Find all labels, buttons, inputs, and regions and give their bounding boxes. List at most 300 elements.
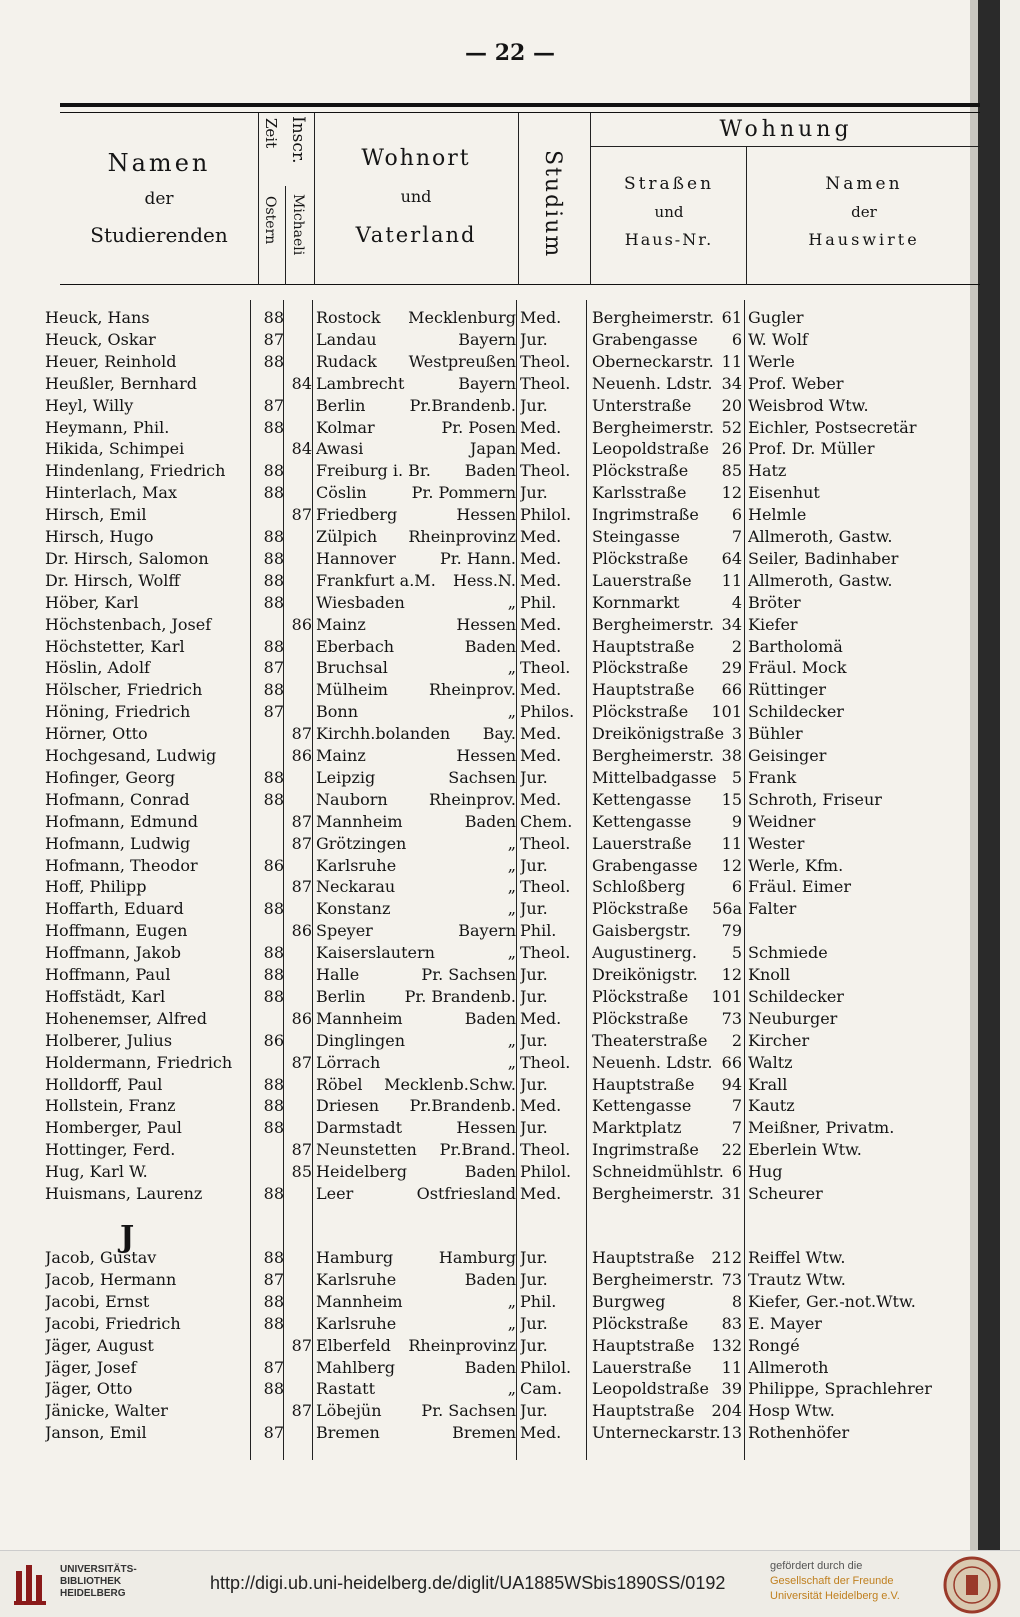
place: Halle <box>316 965 360 984</box>
hauswirt: Krall <box>748 1074 788 1094</box>
street-name: Unterstraße <box>592 395 692 415</box>
wohnort <box>316 789 516 811</box>
house-number: 4 <box>731 592 742 612</box>
street-name: Karlsstraße <box>592 483 687 503</box>
student-name: Hofmann, Ludwig <box>45 833 191 853</box>
header-namen: Namen der Studierenden <box>90 149 228 247</box>
hauswirt: Kiefer, Ger.-not.Wtw. <box>748 1291 916 1311</box>
house-number: 3 <box>731 724 742 744</box>
vaterland: Baden <box>464 1008 516 1028</box>
vaterland: Pr.Brand. <box>439 1140 516 1160</box>
studium: Jur. <box>520 855 548 875</box>
strasse <box>592 614 742 636</box>
ostern-year: 88 <box>263 1248 284 1267</box>
house-number: 85 <box>721 461 742 481</box>
ostern-year: 87 <box>263 1357 284 1377</box>
vaterland: Baden <box>464 636 516 656</box>
strasse <box>592 1074 742 1096</box>
house-number: 34 <box>721 614 742 634</box>
wohnort <box>316 1269 516 1291</box>
wohnort <box>316 504 516 526</box>
table-row <box>0 614 1000 636</box>
ostern-year: 87 <box>263 702 284 722</box>
studium: Med. <box>520 548 562 568</box>
vaterland: Mecklenburg <box>408 308 516 327</box>
vaterland: Pr. Posen <box>441 417 516 437</box>
hauswirt: Waltz <box>748 1052 793 1072</box>
wohnort <box>316 1030 516 1052</box>
vaterland: Hessen <box>456 614 516 634</box>
ostern-year: 86 <box>263 855 284 875</box>
studium: Jur. <box>520 1074 548 1094</box>
hauswirt: Knoll <box>748 965 791 984</box>
hauswirt: Hosp Wtw. <box>748 1401 835 1421</box>
student-name: Jacobi, Friedrich <box>45 1313 181 1333</box>
house-number: 5 <box>731 767 742 787</box>
wohnort <box>316 942 516 964</box>
student-name: Hoffmann, Paul <box>45 965 171 984</box>
street-name: Neuenh. Ldstr. <box>592 1052 713 1072</box>
wohnort <box>316 1291 516 1313</box>
table-row <box>0 504 1000 526</box>
vaterland: Rheinprovinz <box>408 1335 516 1355</box>
vaterland: Mecklenb.Schw. <box>384 1074 516 1094</box>
street-name: Dreikönigstr. <box>592 965 698 984</box>
ostern-year: 88 <box>263 308 284 327</box>
ostern-year: 88 <box>263 1074 284 1094</box>
table-row <box>0 855 1000 877</box>
strasse <box>592 701 742 723</box>
street-name: Hauptstraße <box>592 680 695 700</box>
street-name: Schloßberg <box>592 877 686 897</box>
studium: Med. <box>520 1423 562 1443</box>
street-name: Leopoldstraße <box>592 439 709 459</box>
hauswirt: Schildecker <box>748 986 844 1006</box>
wohnort <box>316 1357 516 1379</box>
michaeli-year: 87 <box>291 1052 312 1072</box>
table-row <box>0 1357 1000 1379</box>
place: Mannheim <box>316 811 403 831</box>
strasse <box>592 1161 742 1183</box>
wohnort <box>316 460 516 482</box>
house-number: 11 <box>721 351 742 371</box>
studium: Med. <box>520 308 562 327</box>
strasse <box>592 438 742 460</box>
table-row <box>0 1030 1000 1052</box>
wohnort <box>316 614 516 636</box>
studium: Jur. <box>520 1118 548 1138</box>
strasse <box>592 570 742 592</box>
ostern-year: 88 <box>263 1118 284 1138</box>
hauswirt: Scheurer <box>748 1184 823 1203</box>
vaterland: Pr.Brandenb. <box>409 1096 516 1116</box>
place: Driesen <box>316 1096 380 1116</box>
house-number: 64 <box>721 548 742 568</box>
ostern-year: 88 <box>263 1379 284 1399</box>
hauswirt: Schmiede <box>748 943 828 963</box>
vaterland: „ <box>507 1052 516 1072</box>
student-name: Jacob, Gustav <box>45 1248 157 1267</box>
house-number: 38 <box>721 746 742 765</box>
vaterland: „ <box>507 658 516 678</box>
house-number: 6 <box>731 877 742 897</box>
place: Nauborn <box>316 789 388 809</box>
strasse <box>592 1139 742 1161</box>
studium: Jur. <box>520 986 548 1006</box>
hauswirt: Weidner <box>748 811 816 831</box>
student-name: Hoff, Philipp <box>45 877 147 897</box>
house-number: 20 <box>721 395 742 415</box>
ostern-year: 88 <box>263 1184 284 1203</box>
michaeli-year: 85 <box>291 1162 312 1182</box>
table-row <box>0 438 1000 460</box>
wohnort <box>316 767 516 789</box>
wohnort <box>316 636 516 658</box>
studium: Cam. <box>520 1379 563 1399</box>
vaterland: Bremen <box>452 1423 516 1443</box>
table-row <box>0 1313 1000 1335</box>
student-name: Huismans, Laurenz <box>45 1184 203 1203</box>
strasse <box>592 1095 742 1117</box>
table-row <box>0 833 1000 855</box>
place: Leipzig <box>316 767 376 787</box>
header-rule-thin <box>60 112 980 113</box>
vaterland: „ <box>507 877 516 897</box>
hauswirt: Geisinger <box>748 746 827 765</box>
place: Freiburg i. Br. <box>316 461 431 481</box>
house-number: 61 <box>721 308 742 327</box>
hauswirt: Hug <box>748 1162 783 1182</box>
studium: Theol. <box>520 351 571 371</box>
house-number: 66 <box>721 1052 742 1072</box>
wohnort <box>316 811 516 833</box>
house-number: 83 <box>721 1313 742 1333</box>
vaterland: Baden <box>464 1357 516 1377</box>
page-number: — 22 — <box>465 40 555 66</box>
house-number: 11 <box>721 833 742 853</box>
strasse <box>592 898 742 920</box>
wohnort <box>316 1117 516 1139</box>
table-row <box>0 1378 1000 1400</box>
studium: Jur. <box>520 1401 548 1421</box>
student-name: Heuck, Oskar <box>45 329 156 349</box>
house-number: 26 <box>721 439 742 459</box>
studium: Theol. <box>520 461 571 481</box>
header-rule-bottom <box>60 284 980 285</box>
place: Wiesbaden <box>316 592 405 612</box>
studium: Phil. <box>520 921 557 941</box>
michaeli-year: 87 <box>291 1401 312 1421</box>
house-number: 5 <box>731 943 742 963</box>
place: Darmstadt <box>316 1118 403 1138</box>
studium: Jur. <box>520 1248 548 1267</box>
studium: Theol. <box>520 1052 571 1072</box>
place: Lambrecht <box>316 373 405 393</box>
place: Mülheim <box>316 680 388 700</box>
university-library-logo-icon <box>12 1561 54 1609</box>
hauswirt: Rüttinger <box>748 680 826 700</box>
hauswirt: Werle <box>748 351 795 371</box>
studium: Med. <box>520 570 562 590</box>
wohnort <box>316 482 516 504</box>
studium: Jur. <box>520 1269 548 1289</box>
street-name: Oberneckarstr. <box>592 351 714 371</box>
table-row <box>0 745 1000 767</box>
student-name: Dr. Hirsch, Salomon <box>45 548 209 568</box>
table-row <box>0 1161 1000 1183</box>
header-studium: Studium <box>540 150 565 259</box>
hauswirt: Weisbrod Wtw. <box>748 395 869 415</box>
strasse <box>592 417 742 439</box>
table-row <box>0 307 1000 329</box>
street-name: Marktplatz <box>592 1118 682 1138</box>
house-number: 31 <box>721 1184 742 1203</box>
table-row <box>0 1117 1000 1139</box>
vaterland: Rheinprovinz <box>408 527 516 546</box>
student-name: Hoffmann, Eugen <box>45 921 188 941</box>
ostern-year: 88 <box>263 636 284 656</box>
house-number: 29 <box>721 658 742 678</box>
street-name: Kettengasse <box>592 811 692 831</box>
house-number: 2 <box>731 1030 742 1050</box>
hauswirt: Meißner, Privatm. <box>748 1118 895 1138</box>
strasse <box>592 1030 742 1052</box>
ostern-year: 86 <box>263 1030 284 1050</box>
street-name: Leopoldstraße <box>592 1379 709 1399</box>
house-number: 94 <box>721 1074 742 1094</box>
table-row <box>0 1139 1000 1161</box>
house-number: 8 <box>731 1291 742 1311</box>
place: Mannheim <box>316 1291 403 1311</box>
vaterland: Hessen <box>456 505 516 525</box>
ostern-year: 88 <box>263 899 284 919</box>
wohnort <box>316 723 516 745</box>
street-name: Hauptstraße <box>592 1248 695 1267</box>
student-name: Holldorff, Paul <box>45 1074 163 1094</box>
place: Heidelberg <box>316 1162 407 1182</box>
studium: Jur. <box>520 1313 548 1333</box>
strasse <box>592 460 742 482</box>
place: Konstanz <box>316 899 391 919</box>
table-row <box>0 723 1000 745</box>
place: Karlsruhe <box>316 855 397 875</box>
hauswirt: Rongé <box>748 1335 800 1355</box>
table-row <box>0 373 1000 395</box>
table-row <box>0 942 1000 964</box>
table-row <box>0 548 1000 570</box>
vaterland: Hessen <box>456 746 516 765</box>
student-name: Hirsch, Emil <box>45 505 147 525</box>
street-name: Plöckstraße <box>592 899 689 919</box>
studium: Jur. <box>520 395 548 415</box>
place: Eberbach <box>316 636 395 656</box>
student-name: Hörner, Otto <box>45 724 148 744</box>
vaterland: Japan <box>469 439 516 459</box>
place: Kaiserslautern <box>316 943 435 963</box>
house-number: 212 <box>711 1248 742 1267</box>
ostern-year: 88 <box>263 680 284 700</box>
table-row <box>0 1422 1000 1444</box>
street-name: Hauptstraße <box>592 1401 695 1421</box>
vaterland: Baden <box>464 1162 516 1182</box>
studium: Med. <box>520 724 562 744</box>
studium: Philos. <box>520 702 575 722</box>
vaterland: Pr. Hann. <box>439 548 516 568</box>
strasse <box>592 789 742 811</box>
strasse <box>592 855 742 877</box>
student-name: Holdermann, Friedrich <box>45 1052 233 1072</box>
student-name: Hoffarth, Eduard <box>45 899 184 919</box>
studium: Theol. <box>520 877 571 897</box>
studium: Med. <box>520 1184 562 1203</box>
place: Kolmar <box>316 417 375 437</box>
street-name: Grabengasse <box>592 329 698 349</box>
student-name: Hölscher, Friedrich <box>45 680 203 700</box>
hauswirt: Schroth, Friseur <box>748 789 882 809</box>
strasse <box>592 373 742 395</box>
ostern-year: 88 <box>263 527 284 546</box>
wohnort <box>316 351 516 373</box>
student-name: Heußler, Bernhard <box>45 373 197 393</box>
place: Neunstetten <box>316 1140 417 1160</box>
header-wohnung: Wohnung <box>719 117 853 142</box>
funding-note: gefördert durch die Gesellschaft der Freunde Universität Heidelberg e.V. <box>770 1560 900 1602</box>
house-number: 56a <box>712 899 742 919</box>
student-name: Hinterlach, Max <box>45 483 177 503</box>
ostern-year: 87 <box>263 658 284 678</box>
ostern-year: 88 <box>263 1291 284 1311</box>
ostern-year: 88 <box>263 965 284 984</box>
place: Hamburg <box>316 1248 394 1267</box>
place: Berlin <box>316 986 366 1006</box>
vaterland: Pr. Sachsen <box>421 1401 516 1421</box>
street-name: Lauerstraße <box>592 833 692 853</box>
wohnort <box>316 876 516 898</box>
strasse <box>592 1378 742 1400</box>
place: Hannover <box>316 548 396 568</box>
strasse <box>592 307 742 329</box>
student-name: Hofinger, Georg <box>45 767 176 787</box>
header-strassen: Straßen und Haus-Nr. <box>623 174 715 249</box>
wohnort <box>316 1183 516 1205</box>
vaterland: „ <box>507 1291 516 1311</box>
hauswirt: Eisenhut <box>748 483 820 503</box>
ostern-year: 88 <box>263 417 284 437</box>
wohnort <box>316 1378 516 1400</box>
studium: Med. <box>520 789 562 809</box>
table-row <box>0 1183 1000 1205</box>
studium: Jur. <box>520 899 548 919</box>
studium: Med. <box>520 417 562 437</box>
wohnort <box>316 964 516 986</box>
table-row <box>0 657 1000 679</box>
wohnort <box>316 679 516 701</box>
strasse <box>592 1357 742 1379</box>
michaeli-year: 87 <box>291 833 312 853</box>
strasse <box>592 1269 742 1291</box>
vaterland: „ <box>507 592 516 612</box>
student-name: Hollstein, Franz <box>45 1096 176 1116</box>
student-name: Heuer, Reinhold <box>45 351 177 371</box>
studium: Med. <box>520 1008 562 1028</box>
place: Cöslin <box>316 483 367 503</box>
vaterland: „ <box>507 702 516 722</box>
place: Elberfeld <box>316 1335 391 1355</box>
wohnort <box>316 898 516 920</box>
student-name: Jäger, Josef <box>45 1357 137 1377</box>
wohnort <box>316 745 516 767</box>
hauswirt: W. Wolf <box>748 329 808 349</box>
place: Leer <box>316 1184 354 1203</box>
studium: Theol. <box>520 658 571 678</box>
wohnort <box>316 417 516 439</box>
wohnort <box>316 986 516 1008</box>
street-name: Plöckstraße <box>592 548 689 568</box>
wohnort <box>316 373 516 395</box>
street-name: Plöckstraße <box>592 1008 689 1028</box>
hauswirt: Helmle <box>748 505 807 525</box>
table-row <box>0 482 1000 504</box>
strasse <box>592 1117 742 1139</box>
place: Rastatt <box>316 1379 375 1399</box>
wohnort <box>316 855 516 877</box>
student-name: Dr. Hirsch, Wolff <box>45 570 180 590</box>
hauswirt: Fräul. Mock <box>748 658 847 678</box>
street-name: Mittelbadgasse <box>592 767 717 787</box>
strasse <box>592 1422 742 1444</box>
place: Lörrach <box>316 1052 381 1072</box>
ostern-year: 88 <box>263 1096 284 1116</box>
street-name: Kornmarkt <box>592 592 680 612</box>
header-rule-thick <box>60 103 980 107</box>
street-name: Lauerstraße <box>592 570 692 590</box>
student-name: Höning, Friedrich <box>45 702 191 722</box>
hauswirt: Seiler, Badinhaber <box>748 548 899 568</box>
studium: Philol. <box>520 1357 572 1377</box>
place: Rostock <box>316 308 381 327</box>
place: Speyer <box>316 921 373 941</box>
table-row <box>0 986 1000 1008</box>
wohnort <box>316 1008 516 1030</box>
michaeli-year: 86 <box>291 1008 312 1028</box>
ostern-year: 88 <box>263 548 284 568</box>
student-name: Heymann, Phil. <box>45 417 170 437</box>
vaterland: „ <box>507 855 516 875</box>
street-name: Plöckstraße <box>592 658 689 678</box>
house-number: 73 <box>721 1008 742 1028</box>
vaterland: „ <box>507 899 516 919</box>
table-row <box>0 592 1000 614</box>
strasse <box>592 1335 742 1357</box>
wohnort <box>316 1095 516 1117</box>
vaterland: Rheinprov. <box>429 680 516 700</box>
vaterland: „ <box>507 1313 516 1333</box>
michaeli-year: 87 <box>291 877 312 897</box>
studium: Jur. <box>520 1335 548 1355</box>
table-row <box>0 1247 1000 1269</box>
source-url[interactable]: http://digi.ub.uni-heidelberg.de/diglit/UA1885WSbis1890SS/0192 <box>210 1573 726 1593</box>
hauswirt: Prof. Weber <box>748 373 844 393</box>
table-row <box>0 920 1000 942</box>
street-name: Kettengasse <box>592 1096 692 1116</box>
table-row <box>0 526 1000 548</box>
student-name: Höchstetter, Karl <box>45 636 185 656</box>
wohnort <box>316 548 516 570</box>
strasse <box>592 986 742 1008</box>
house-number: 9 <box>731 811 742 831</box>
house-number: 73 <box>721 1269 742 1289</box>
strasse <box>592 1400 742 1422</box>
